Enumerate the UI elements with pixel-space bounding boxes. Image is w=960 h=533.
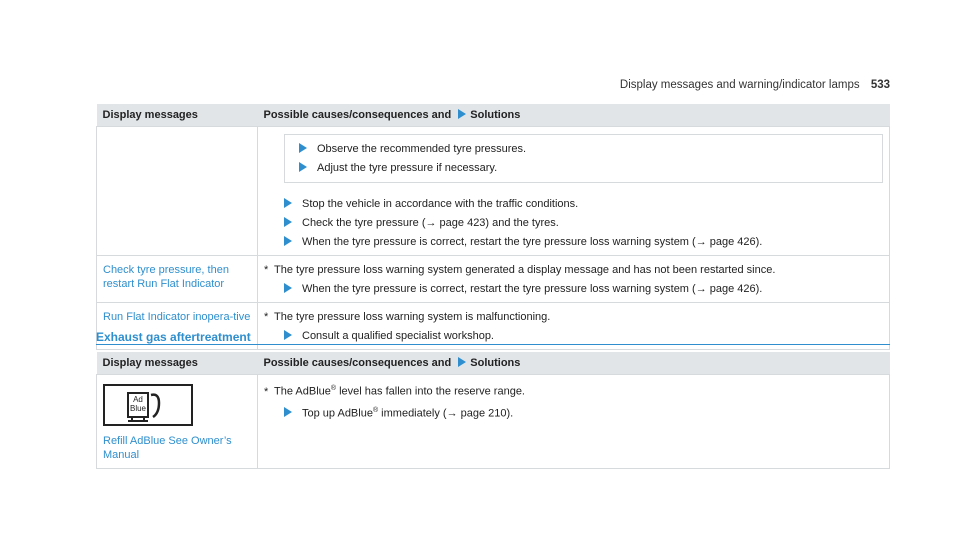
list-item: Adjust the tyre pressure if necessary. [299,161,874,175]
triangle-icon [299,143,307,153]
triangle-icon [284,283,292,293]
svg-text:Ad: Ad [133,395,143,404]
table-row [97,127,890,256]
message-cell [97,127,258,256]
cause-cell [258,127,890,256]
messages-table [96,104,890,350]
cause-text: * The AdBlue® level has fallen into the reserve range. [264,385,525,398]
message-text: Refill AdBlue See Owner’s Manual [103,435,232,461]
col-display-messages: Display messages [97,104,258,127]
triangle-icon [284,217,292,227]
header-title: Display messages and warning/indicator lamps [619,79,860,91]
table-header-row [97,352,890,375]
list-item: Observe the recommended tyre pressures. [299,142,874,156]
adblue-tank-icon [125,389,175,423]
message-cell: Check tyre pressure, then restart Run Flat Indicator [97,256,258,303]
cause-cell [258,375,890,469]
triangle-icon [299,162,307,172]
triangle-icon [284,330,292,340]
cause-text: * The tyre pressure loss warning system is malfunctioning. [264,311,551,323]
col-causes: Possible causes/consequences and Solutions [258,352,890,375]
page-header [620,79,890,91]
sub-steps-box [284,134,883,183]
triangle-icon [458,357,466,367]
cause-cell [258,303,890,350]
triangle-icon [284,407,292,417]
list-item: Top up AdBlue® immediately (→ page 210). [284,404,883,421]
col-causes: Possible causes/consequences and Solutions [258,104,890,127]
message-cell [97,375,258,469]
table-header-row [97,104,890,127]
col-display-messages: Display messages [97,352,258,375]
triangle-icon [284,236,292,246]
section-divider [96,344,890,345]
adblue-warning-icon [103,384,193,426]
adblue-table [96,352,890,469]
message-cell: Run Flat Indicator inopera-tive [97,303,258,350]
list-item: When the tyre pressure is correct, restart the tyre pressure loss warning system (→ page 426). [284,282,883,296]
list-item: When the tyre pressure is correct, restart the tyre pressure loss warning system (→ page 426). [284,235,883,249]
triangle-icon [458,109,466,119]
page-number: 533 [870,79,890,91]
cause-text: * The tyre pressure loss warning system generated a display message and has not been restarted since. [264,264,776,276]
svg-text:Blue: Blue [129,404,147,413]
triangle-icon [284,198,292,208]
table-row [97,375,890,469]
table-row [97,256,890,303]
section-title: Exhaust gas aftertreatment [96,330,251,344]
list-item: Stop the vehicle in accordance with the traffic conditions. [284,197,883,211]
cause-cell [258,256,890,303]
list-item: Check the tyre pressure (→ page 423) and the tyres. [284,216,883,230]
list-item: Consult a qualified specialist workshop. [284,329,883,343]
